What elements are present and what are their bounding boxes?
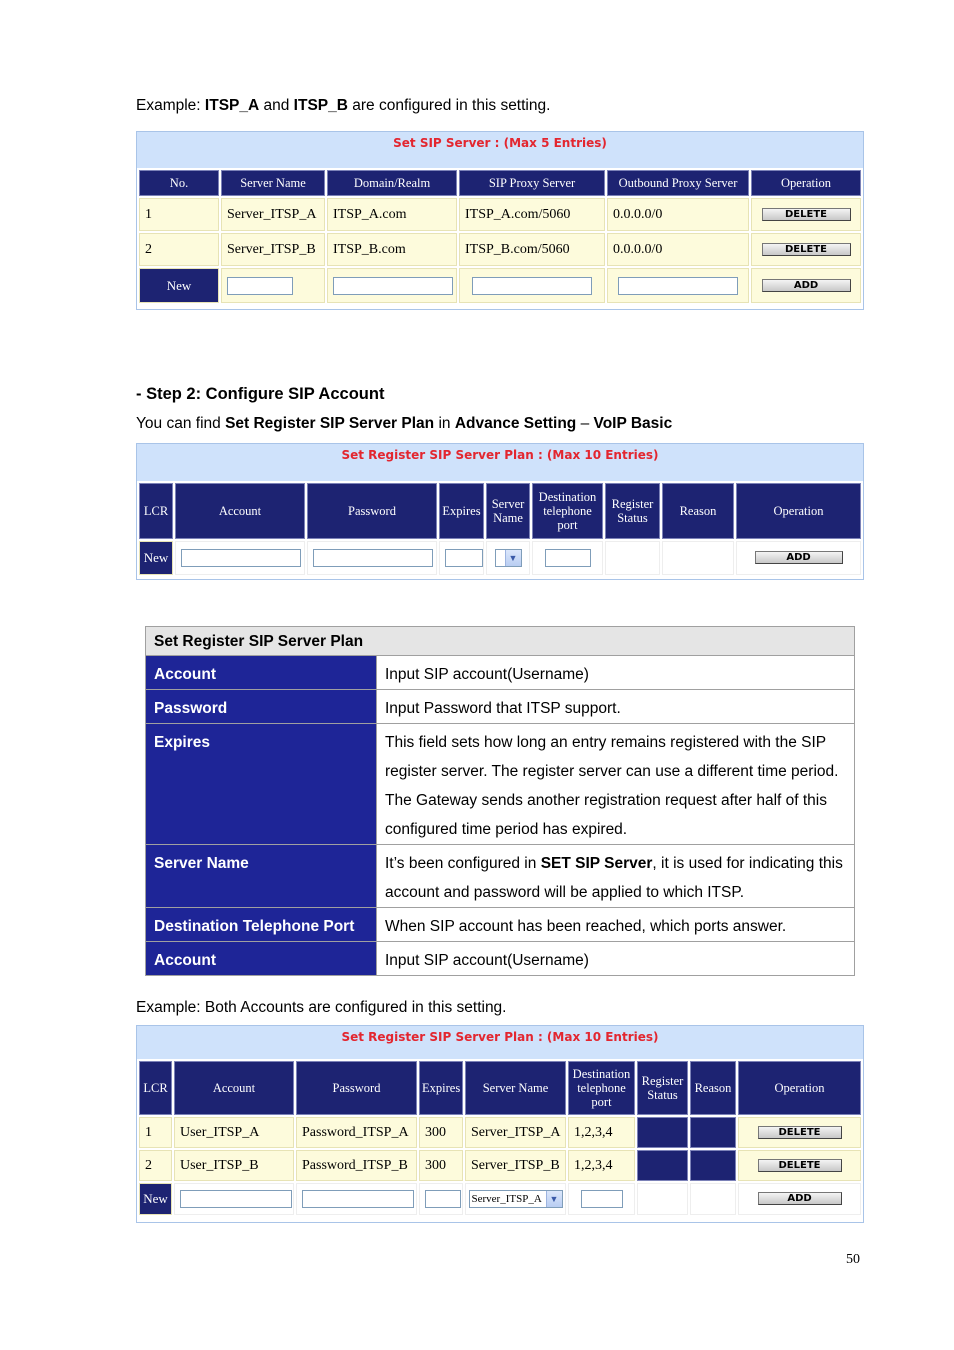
cell-lcr: 2 [139,1150,172,1181]
new-label: New [139,1183,172,1215]
cell-no: 2 [139,233,219,266]
destination-port-input[interactable] [581,1190,623,1208]
cell-password: Password_ITSP_A [296,1117,417,1148]
cell-input [532,541,603,575]
cell-port: 1,2,3,4 [568,1150,635,1181]
cell-input [607,268,749,303]
cell-server-name: Server_ITSP_B [221,233,325,266]
instr-bold: Advance Setting [454,415,577,432]
col-header: LCR [139,1061,172,1115]
table-row [139,1117,861,1148]
instr-text: You can find [136,415,226,432]
field-name: Expires [146,724,377,845]
delete-button[interactable]: DELETE [762,243,851,256]
col-header: No. [139,170,219,196]
col-header: Reason [662,483,734,539]
col-header: Destination telephone port [568,1061,635,1115]
cell-register-status [637,1183,688,1215]
cell-input [459,268,605,303]
field-description: Input Password that ITSP support. [377,690,855,724]
expires-input[interactable] [445,549,483,567]
register-plan-description-table [145,626,855,976]
cell-register-status [637,1117,688,1148]
delete-button[interactable]: DELETE [758,1159,842,1172]
field-name: Password [146,690,377,724]
account-input[interactable] [180,1190,292,1208]
field-description: When SIP account has been reached, which ports answer. [377,908,855,942]
register-plan-title: Set Register SIP Server Plan : (Max 10 Entries) [137,444,863,481]
cell-select [465,1183,566,1215]
col-header: Operation [738,1061,861,1115]
col-header: Password [296,1061,417,1115]
password-input[interactable] [313,549,433,567]
col-header: Reason [690,1061,736,1115]
col-header: Server Name [465,1061,566,1115]
col-header: Domain/Realm [327,170,457,196]
page-number: 50 [846,1252,860,1267]
col-header: Account [174,1061,294,1115]
add-button[interactable]: ADD [762,279,851,292]
cell-operation [738,1183,861,1215]
register-plan-table [137,481,863,577]
col-header: Outbound Proxy Server [607,170,749,196]
cell-operation [738,1150,861,1181]
col-header: Register Status [637,1061,688,1115]
expires-input[interactable] [425,1190,461,1208]
col-header: Server Name [486,483,530,539]
table-row [146,690,855,724]
table-row-new [139,541,861,575]
cell-reason [690,1117,736,1148]
register-example-title: Set Register SIP Server Plan : (Max 10 Entries) [137,1026,863,1059]
delete-button[interactable]: DELETE [762,208,851,221]
step2-heading: - Step 2: Configure SIP Account [136,385,385,403]
sip-server-title: Set SIP Server : (Max 5 Entries) [137,132,863,168]
intro-bold: ITSP_A [204,97,260,114]
field-name: Account [146,656,377,690]
new-label: New [139,541,173,575]
table-row [146,724,855,845]
server-name-input[interactable] [227,277,293,295]
cell-operation [751,268,861,303]
col-header: SIP Proxy Server [459,170,605,196]
register-example-table [137,1059,863,1217]
domain-input[interactable] [333,277,453,295]
cell-reason [690,1183,736,1215]
outbound-input[interactable] [618,277,738,295]
account-input[interactable] [181,549,301,567]
destination-port-input[interactable] [545,549,591,567]
cell-input [419,1183,463,1215]
intro-text: Example: [136,97,205,114]
sip-server-table [137,168,863,305]
intro-bold: ITSP_B [293,97,348,114]
desc-bold: SET SIP Server [540,855,653,872]
chevron-down-icon: ▼ [505,550,521,566]
cell-domain: ITSP_B.com [327,233,457,266]
col-header: Account [175,483,305,539]
cell-register-status [637,1150,688,1181]
table-row-new [139,268,861,303]
table-row [146,845,855,908]
step2-instructions [136,414,672,434]
cell-operation [738,1117,861,1148]
cell-input [175,541,305,575]
server-name-select[interactable] [469,1190,563,1208]
field-description: Input SIP account(Username) [377,656,855,690]
cell-input [174,1183,294,1215]
description-table-title: Set Register SIP Server Plan [146,627,855,656]
cell-server-name: Server_ITSP_B [465,1150,566,1181]
intro-example-1 [136,96,550,116]
cell-port: 1,2,3,4 [568,1117,635,1148]
delete-button[interactable]: DELETE [758,1126,842,1139]
field-name: Server Name [146,845,377,908]
cell-input [296,1183,417,1215]
field-name: Account [146,942,377,976]
cell-account: User_ITSP_B [174,1150,294,1181]
col-header: Destination telephone port [532,483,603,539]
cell-reason [662,541,734,575]
chevron-down-icon: ▼ [546,1191,562,1207]
instr-bold: VoIP Basic [593,415,673,432]
field-description [377,845,855,908]
cell-input [327,268,457,303]
cell-outbound: 0.0.0.0/0 [607,198,749,231]
cell-proxy: ITSP_A.com/5060 [459,198,605,231]
cell-proxy: ITSP_B.com/5060 [459,233,605,266]
field-name: Destination Telephone Port [146,908,377,942]
field-description: This field sets how long an entry remains registered with the SIP register server. The register server can use a different time period. The Gateway sends another registration request after half of this configured time period has expired. [377,724,855,845]
cell-register-status [605,541,660,575]
table-row [139,198,861,231]
cell-operation [751,233,861,266]
cell-input [439,541,484,575]
field-description: Input SIP account(Username) [377,942,855,976]
intro-example-2: Example: Both Accounts are configured in this setting. [136,999,507,1016]
cell-select [486,541,530,575]
select-value: Server_ITSP_A [471,1193,542,1205]
cell-input [307,541,437,575]
table-row [146,908,855,942]
instr-text: – [576,415,594,432]
instr-text: in [434,415,455,432]
new-label: New [139,268,219,303]
cell-expires: 300 [419,1150,463,1181]
cell-password: Password_ITSP_B [296,1150,417,1181]
register-example-panel [136,1025,864,1223]
cell-domain: ITSP_A.com [327,198,457,231]
register-plan-panel [136,443,864,580]
cell-account: User_ITSP_A [174,1117,294,1148]
cell-expires: 300 [419,1117,463,1148]
col-header: Operation [736,483,861,539]
col-header: Expires [439,483,484,539]
proxy-input[interactable] [472,277,592,295]
instr-bold: Set Register SIP Server Plan [225,415,435,432]
cell-lcr: 1 [139,1117,172,1148]
desc-text: , it is used for indicating this account and password will be applied to which ITSP. [385,855,843,901]
add-button[interactable]: ADD [755,551,843,564]
table-row [139,1150,861,1181]
col-header: Password [307,483,437,539]
cell-input [568,1183,635,1215]
table-row-new [139,1183,861,1215]
cell-operation [751,198,861,231]
cell-input [221,268,325,303]
table-row [146,942,855,976]
cell-server-name: Server_ITSP_A [221,198,325,231]
desc-text: It’s been configured in [385,855,541,872]
table-row [139,233,861,266]
col-header: Operation [751,170,861,196]
col-header: Server Name [221,170,325,196]
intro-text: and [259,97,294,114]
cell-no: 1 [139,198,219,231]
table-row [146,656,855,690]
sip-server-panel [136,131,864,310]
server-name-select[interactable] [495,549,522,567]
cell-operation [736,541,861,575]
cell-outbound: 0.0.0.0/0 [607,233,749,266]
intro-text: are configured in this setting. [347,97,551,114]
col-header: Expires [419,1061,463,1115]
add-button[interactable]: ADD [758,1192,842,1205]
cell-reason [690,1150,736,1181]
password-input[interactable] [302,1190,414,1208]
cell-server-name: Server_ITSP_A [465,1117,566,1148]
col-header: Register Status [605,483,660,539]
col-header: LCR [139,483,173,539]
